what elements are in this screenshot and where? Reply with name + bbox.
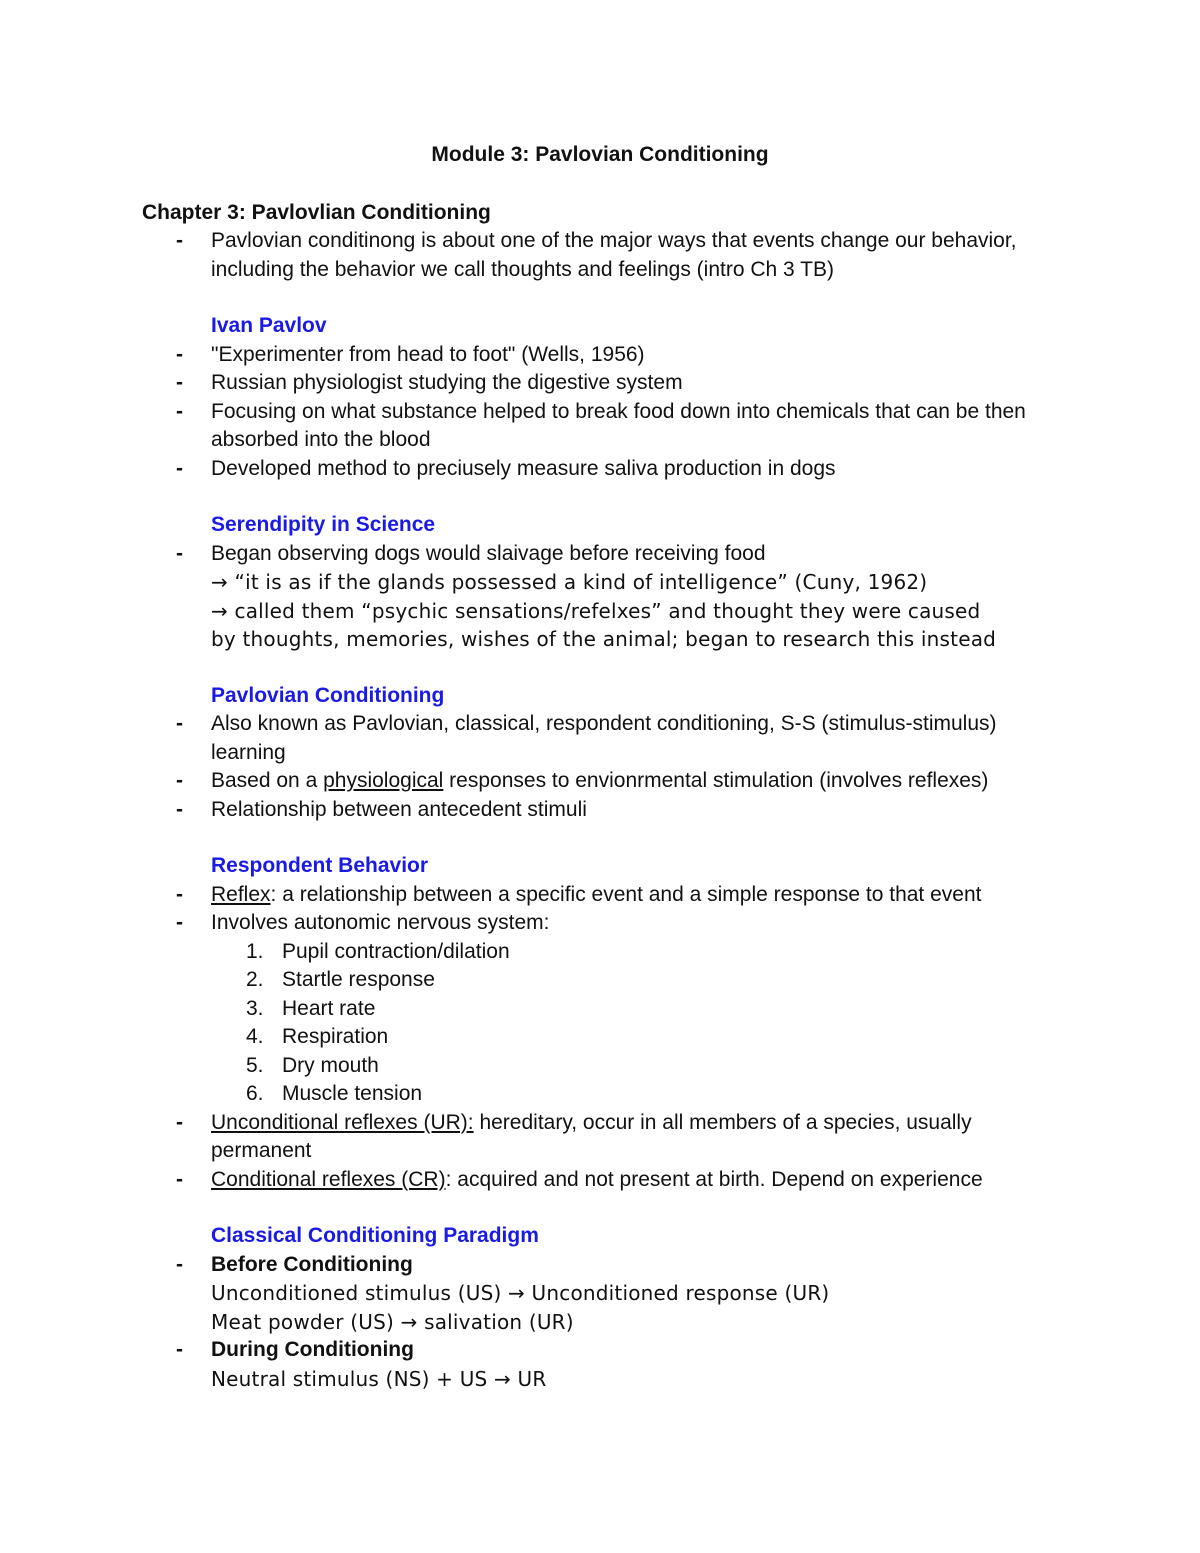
list-item: - Involves autonomic nervous system: <box>142 909 1072 938</box>
list-item: - Russian physiologist studying the digestive system <box>142 369 1072 398</box>
bullet-dash: - <box>176 342 183 366</box>
list-item: - Relationship between antecedent stimuli <box>142 796 1072 825</box>
list-item: - Conditional reflexes (CR): acquired and not present at birth. Depend on experience <box>142 1166 1072 1195</box>
bullet-dash: - <box>176 371 183 394</box>
list-item: - Unconditional reflexes (UR): hereditary, occur in all members of a species, usually <box>142 1109 1072 1138</box>
bullet-dash: - <box>176 911 183 934</box>
section-heading-respondent-behavior: Respondent Behavior <box>211 854 429 877</box>
bullet-dash: - <box>176 797 183 821</box>
bullet-dash: - <box>176 541 183 565</box>
list-item: - "Experimenter from head to foot" (Wells, 1956) <box>142 341 1072 370</box>
section-heading-ivan-pavlov: Ivan Pavlov <box>211 314 327 337</box>
underlined-term: Unconditional reflexes (UR): <box>211 1110 474 1134</box>
list-item: - During Conditioning <box>142 1336 1072 1365</box>
list-item: - Reflex: a relationship between a specific event and a simple response to that event <box>142 881 1072 910</box>
list-item-continuation: learning <box>211 740 286 764</box>
numbered-item: 3. Heart rate <box>246 996 376 1020</box>
list-item: - Developed method to preciusely measure saliva production in dogs <box>142 455 1072 484</box>
list-item: - Based on a physiological responses to envionrmental stimulation (involves reflexes) <box>142 767 1072 796</box>
numbered-item: 5. Dry mouth <box>246 1053 379 1077</box>
bullet-dash: - <box>176 1338 183 1361</box>
list-item: - Began observing dogs would slaivage before receiving food <box>142 540 1072 569</box>
list-item: - Pavlovian conditinong is about one of the major ways that events change our behavior, <box>142 227 1072 256</box>
list-item-continuation: Neutral stimulus (NS) + US → UR <box>211 1366 547 1391</box>
underlined-term: Reflex <box>211 882 271 906</box>
numbered-item: 4. Respiration <box>246 1025 389 1048</box>
list-item-continuation: → “it is as if the glands possessed a kind of intelligence” (Cuny, 1962) <box>211 570 928 594</box>
numbered-item: 6. Muscle tension <box>246 1082 423 1105</box>
section-heading-pavlovian-conditioning: Pavlovian Conditioning <box>211 683 445 707</box>
underlined-term: physiological <box>323 769 444 792</box>
document-title: Module 3: Pavlovian Conditioning <box>431 143 769 166</box>
bullet-dash: - <box>176 399 183 423</box>
list-item-continuation: including the behavior we call thoughts and feelings (intro Ch 3 TB) <box>211 257 834 281</box>
list-item: - Focusing on what substance helped to break food down into chemicals that can be then <box>142 398 1072 427</box>
bullet-dash: - <box>176 456 183 480</box>
list-item-continuation: Meat powder (US) → salivation (UR) <box>211 1309 574 1334</box>
bullet-dash: - <box>176 1252 183 1276</box>
list-item: - Also known as Pavlovian, classical, respondent conditioning, S-S (stimulus-stimulus) <box>142 710 1072 739</box>
numbered-item: 1. Pupil contraction/dilation <box>246 939 510 963</box>
list-item-continuation: permanent <box>211 1139 312 1162</box>
bullet-dash: - <box>176 1167 183 1191</box>
list-item: - Before Conditioning <box>142 1251 1072 1280</box>
numbered-item: 2. Startle response <box>246 968 435 991</box>
list-item-continuation: absorbed into the blood <box>211 428 431 451</box>
list-item-continuation: Unconditioned stimulus (US) → Unconditioned response (UR) <box>211 1281 830 1305</box>
list-item-continuation: by thoughts, memories, wishes of the animal; began to research this instead <box>211 627 997 651</box>
bullet-dash: - <box>176 769 183 792</box>
chapter-heading: Chapter 3: Pavlovlian Conditioning <box>142 201 491 224</box>
bullet-dash: - <box>176 882 183 906</box>
bullet-dash: - <box>176 1110 183 1134</box>
bullet-dash: - <box>176 712 183 735</box>
list-item-continuation: → called them “psychic sensations/refelxes” and thought they were caused <box>211 598 981 623</box>
bullet-dash: - <box>176 229 183 252</box>
section-heading-classical-conditioning-paradigm: Classical Conditioning Paradigm <box>211 1224 539 1247</box>
underlined-term: Conditional reflexes (CR) <box>211 1167 446 1191</box>
document-body <box>142 227 1072 1393</box>
section-heading-serendipity: Serendipity in Science <box>211 513 436 536</box>
